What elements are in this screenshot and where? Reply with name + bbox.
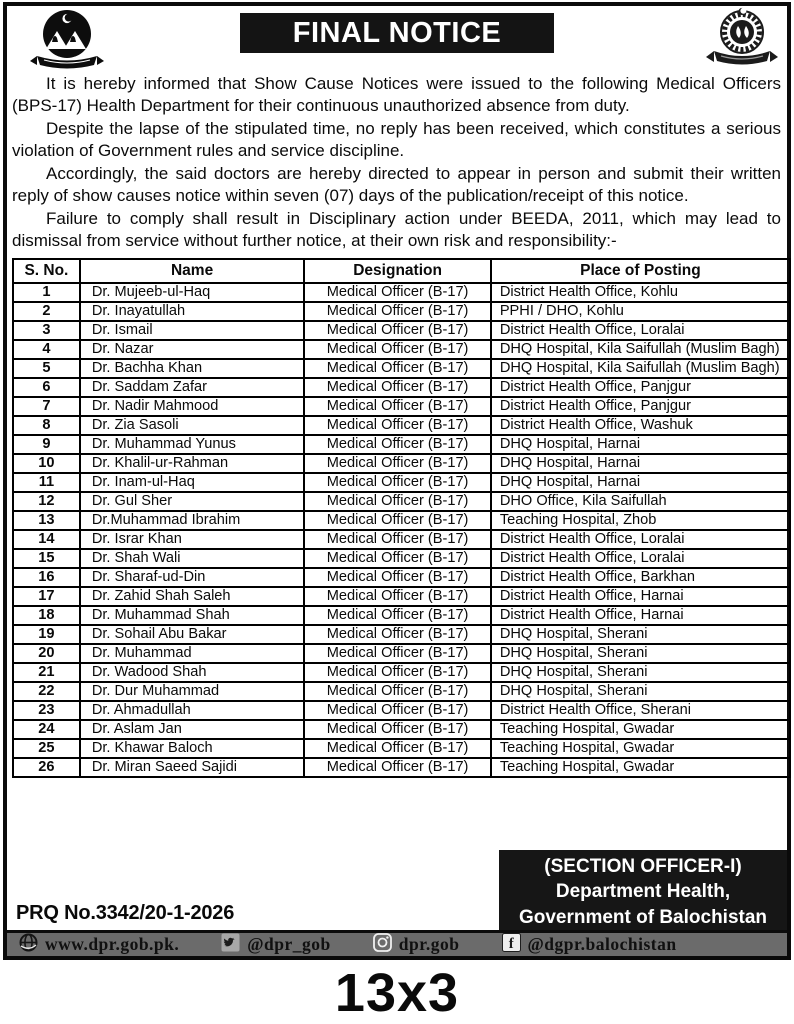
instagram-icon — [373, 933, 392, 957]
cell-place-of-posting: District Health Office, Harnai — [491, 606, 790, 625]
cell-place-of-posting: DHQ Hospital, Sherani — [491, 644, 790, 663]
cell-officer-name: Dr. Bachha Khan — [80, 359, 305, 378]
table-row — [13, 663, 790, 682]
cell-serial-number: 16 — [13, 568, 80, 587]
table-row — [13, 625, 790, 644]
cell-designation: Medical Officer (B-17) — [304, 644, 490, 663]
notice-frame — [3, 2, 791, 960]
cell-officer-name: Dr. Sohail Abu Bakar — [80, 625, 305, 644]
cell-place-of-posting: District Health Office, Barkhan — [491, 568, 790, 587]
cell-designation: Medical Officer (B-17) — [304, 758, 490, 777]
cell-officer-name: Dr. Zia Sasoli — [80, 416, 305, 435]
signature-department: Department Health, — [555, 881, 731, 903]
table-row — [13, 587, 790, 606]
table-row — [13, 701, 790, 720]
globe-icon — [19, 933, 38, 957]
cell-officer-name: Dr. Nadir Mahmood — [80, 397, 305, 416]
cell-designation: Medical Officer (B-17) — [304, 739, 490, 758]
cell-serial-number: 25 — [13, 739, 80, 758]
cell-designation: Medical Officer (B-17) — [304, 492, 490, 511]
paragraph-no-reply: Despite the lapse of the stipulated time, no reply has been received, which constitutes a serious violation of Government rules and service discipline. — [12, 118, 781, 161]
cell-place-of-posting: DHQ Hospital, Kila Saifullah (Muslim Bagh) — [491, 359, 790, 378]
table-row — [13, 435, 790, 454]
table-row — [13, 378, 790, 397]
table-row — [13, 359, 790, 378]
cell-place-of-posting: District Health Office, Loralai — [491, 530, 790, 549]
cell-officer-name: Dr. Sharaf-ud-Din — [80, 568, 305, 587]
table-row — [13, 530, 790, 549]
footer-website-item — [19, 933, 179, 957]
cell-officer-name: Dr. Mujeeb-ul-Haq — [80, 283, 305, 302]
cell-serial-number: 2 — [13, 302, 80, 321]
cell-serial-number: 26 — [13, 758, 80, 777]
cell-officer-name: Dr. Israr Khan — [80, 530, 305, 549]
cell-officer-name: Dr. Miran Saeed Sajidi — [80, 758, 305, 777]
twitter-icon — [221, 933, 240, 957]
cell-officer-name: Dr. Inam-ul-Haq — [80, 473, 305, 492]
cell-serial-number: 6 — [13, 378, 80, 397]
cell-designation: Medical Officer (B-17) — [304, 549, 490, 568]
cell-place-of-posting: District Health Office, Sherani — [491, 701, 790, 720]
cell-designation: Medical Officer (B-17) — [304, 378, 490, 397]
footer-instagram-text: dpr.gob — [398, 934, 460, 954]
cell-place-of-posting: DHQ Hospital, Kila Saifullah (Muslim Bagh) — [491, 340, 790, 359]
cell-designation: Medical Officer (B-17) — [304, 321, 490, 340]
cell-serial-number: 1 — [13, 283, 80, 302]
table-row — [13, 397, 790, 416]
table-row — [13, 682, 790, 701]
cell-serial-number: 23 — [13, 701, 80, 720]
footer-facebook-item — [502, 933, 677, 957]
cell-serial-number: 13 — [13, 511, 80, 530]
table-row — [13, 511, 790, 530]
notice-header — [7, 6, 787, 70]
cell-officer-name: Dr. Muhammad Yunus — [80, 435, 305, 454]
table-row — [13, 302, 790, 321]
signature-office: (SECTION OFFICER-I) — [544, 856, 742, 877]
cell-serial-number: 3 — [13, 321, 80, 340]
table-row — [13, 454, 790, 473]
paragraph-warning: Failure to comply shall result in Disciplinary action under BEEDA, 2011, which may lead to dismissal from service without further notice, at their own risk and responsibility:- — [12, 208, 781, 251]
cell-place-of-posting: District Health Office, Kohlu — [491, 283, 790, 302]
header-name: Name — [80, 259, 305, 283]
balochistan-government-emblem-icon — [17, 9, 117, 76]
ad-size-label: 13x3 — [334, 963, 460, 1023]
cell-serial-number: 11 — [13, 473, 80, 492]
table-row — [13, 283, 790, 302]
cell-designation: Medical Officer (B-17) — [304, 682, 490, 701]
cell-serial-number: 8 — [13, 416, 80, 435]
cell-place-of-posting: District Health Office, Panjgur — [491, 397, 790, 416]
table-row — [13, 473, 790, 492]
footer-twitter-item — [221, 933, 331, 957]
final-notice-banner — [240, 13, 554, 53]
cell-place-of-posting: District Health Office, Harnai — [491, 587, 790, 606]
cell-serial-number: 24 — [13, 720, 80, 739]
signature-block — [499, 850, 787, 931]
notice-body-text — [7, 70, 787, 255]
paragraph-directive: Accordingly, the said doctors are hereby directed to appear in person and submit their written reply of show causes notice within seven (07) days of the publication/receipt of this notice. — [12, 163, 781, 206]
cell-place-of-posting: DHQ Hospital, Sherani — [491, 663, 790, 682]
cell-place-of-posting: District Health Office, Loralai — [491, 321, 790, 340]
officers-table-header — [13, 259, 790, 283]
table-row — [13, 492, 790, 511]
cell-place-of-posting: DHQ Hospital, Sherani — [491, 625, 790, 644]
footer-social-bar — [7, 930, 787, 956]
officers-table-body — [13, 283, 790, 777]
cell-designation: Medical Officer (B-17) — [304, 587, 490, 606]
table-row — [13, 321, 790, 340]
cell-place-of-posting: Teaching Hospital, Zhob — [491, 511, 790, 530]
table-row — [13, 568, 790, 587]
cell-designation: Medical Officer (B-17) — [304, 663, 490, 682]
cell-serial-number: 18 — [13, 606, 80, 625]
paragraph-intro: It is hereby informed that Show Cause Notices were issued to the following Medical Officers (BPS-17) Health Department for their continuous unauthorized absence from duty. — [12, 74, 781, 116]
cell-serial-number: 14 — [13, 530, 80, 549]
footer-website-text: www.dpr.gob.pk. — [45, 934, 180, 954]
officers-table — [12, 258, 791, 778]
cell-designation: Medical Officer (B-17) — [304, 473, 490, 492]
cell-officer-name: Dr. Shah Wali — [80, 549, 305, 568]
cell-place-of-posting: DHQ Hospital, Harnai — [491, 454, 790, 473]
cell-officer-name: Dr. Saddam Zafar — [80, 378, 305, 397]
cell-serial-number: 9 — [13, 435, 80, 454]
cell-serial-number: 20 — [13, 644, 80, 663]
cell-serial-number: 5 — [13, 359, 80, 378]
cell-officer-name: Dr.Muhammad Ibrahim — [80, 511, 305, 530]
cell-place-of-posting: DHQ Hospital, Harnai — [491, 435, 790, 454]
cell-designation: Medical Officer (B-17) — [304, 397, 490, 416]
cell-designation: Medical Officer (B-17) — [304, 340, 490, 359]
cell-serial-number: 19 — [13, 625, 80, 644]
cell-designation: Medical Officer (B-17) — [304, 283, 490, 302]
cell-place-of-posting: DHQ Hospital, Sherani — [491, 682, 790, 701]
cell-place-of-posting: District Health Office, Loralai — [491, 549, 790, 568]
cell-place-of-posting: District Health Office, Panjgur — [491, 378, 790, 397]
signature-government: Government of Balochistan — [518, 906, 768, 928]
cell-designation: Medical Officer (B-17) — [304, 302, 490, 321]
header-designation: Designation — [304, 259, 490, 283]
cell-place-of-posting: DHQ Hospital, Harnai — [491, 473, 790, 492]
svg-text:f: f — [508, 935, 514, 952]
cell-designation: Medical Officer (B-17) — [304, 625, 490, 644]
cell-officer-name: Dr. Inayatullah — [80, 302, 305, 321]
cell-place-of-posting: DHO Office, Kila Saifullah — [491, 492, 790, 511]
cell-officer-name: Dr. Gul Sher — [80, 492, 305, 511]
cell-designation: Medical Officer (B-17) — [304, 359, 490, 378]
table-row — [13, 606, 790, 625]
footer-instagram-item — [373, 933, 460, 957]
table-row — [13, 720, 790, 739]
cell-officer-name: Dr. Muhammad Shah — [80, 606, 305, 625]
footer-twitter-text: @dpr_gob — [247, 934, 331, 954]
cell-officer-name: Dr. Nazar — [80, 340, 305, 359]
cell-designation: Medical Officer (B-17) — [304, 530, 490, 549]
cell-designation: Medical Officer (B-17) — [304, 568, 490, 587]
cell-officer-name: Dr. Muhammad — [80, 644, 305, 663]
header-place: Place of Posting — [491, 259, 790, 283]
table-row — [13, 549, 790, 568]
cell-officer-name: Dr. Ahmadullah — [80, 701, 305, 720]
cell-designation: Medical Officer (B-17) — [304, 435, 490, 454]
cell-officer-name: Dr. Zahid Shah Saleh — [80, 587, 305, 606]
table-row — [13, 758, 790, 777]
cell-officer-name: Dr. Khalil-ur-Rahman — [80, 454, 305, 473]
cell-designation: Medical Officer (B-17) — [304, 720, 490, 739]
dgpr-balochistan-emblem-icon — [700, 7, 784, 76]
cell-serial-number: 22 — [13, 682, 80, 701]
cell-officer-name: Dr. Aslam Jan — [80, 720, 305, 739]
prq-number: PRQ No.3342/20-1-2026 — [16, 902, 235, 924]
cell-officer-name: Dr. Khawar Baloch — [80, 739, 305, 758]
table-row — [13, 644, 790, 663]
cell-officer-name: Dr. Dur Muhammad — [80, 682, 305, 701]
cell-designation: Medical Officer (B-17) — [304, 416, 490, 435]
cell-serial-number: 10 — [13, 454, 80, 473]
final-notice-title: FINAL NOTICE — [292, 16, 502, 49]
cell-place-of-posting: Teaching Hospital, Gwadar — [491, 739, 790, 758]
cell-officer-name: Dr. Ismail — [80, 321, 305, 340]
cell-designation: Medical Officer (B-17) — [304, 701, 490, 720]
cell-serial-number: 17 — [13, 587, 80, 606]
facebook-icon — [502, 933, 521, 957]
cell-serial-number: 15 — [13, 549, 80, 568]
footer-facebook-text: @dgpr.balochistan — [527, 934, 677, 954]
cell-officer-name: Dr. Wadood Shah — [80, 663, 305, 682]
cell-serial-number: 7 — [13, 397, 80, 416]
header-sno: S. No. — [13, 259, 80, 283]
cell-designation: Medical Officer (B-17) — [304, 606, 490, 625]
cell-serial-number: 12 — [13, 492, 80, 511]
cell-place-of-posting: Teaching Hospital, Gwadar — [491, 720, 790, 739]
cell-place-of-posting: District Health Office, Washuk — [491, 416, 790, 435]
cell-place-of-posting: Teaching Hospital, Gwadar — [491, 758, 790, 777]
cell-designation: Medical Officer (B-17) — [304, 454, 490, 473]
cell-serial-number: 21 — [13, 663, 80, 682]
table-row — [13, 739, 790, 758]
table-row — [13, 416, 790, 435]
cell-place-of-posting: PPHI / DHO, Kohlu — [491, 302, 790, 321]
table-row — [13, 340, 790, 359]
cell-serial-number: 4 — [13, 340, 80, 359]
cell-designation: Medical Officer (B-17) — [304, 511, 490, 530]
